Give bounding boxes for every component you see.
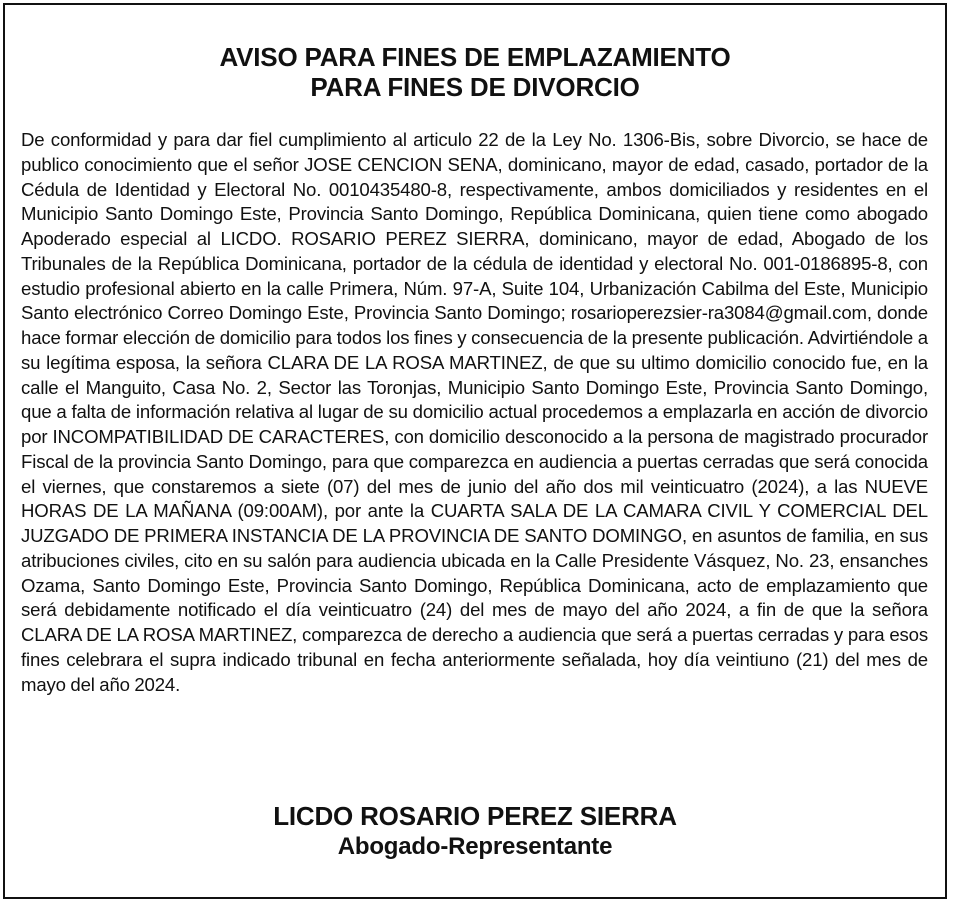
signer-role: Abogado-Representante [337, 833, 613, 860]
notice-title-line-2: PARA FINES DE DIVORCIO [310, 72, 640, 102]
signer-name: LICDO ROSARIO PEREZ SIERRA [273, 801, 677, 831]
notice-title-line-1: AVISO PARA FINES DE EMPLAZAMIENTO [219, 42, 731, 72]
notice-body-paragraph: De conformidad y para dar fiel cumplimiento al articulo 22 de la Ley No. 1306-Bis, sobre Divorcio, se hace de publico conocimiento que el señor JOSE CENCION SENA, dominicano, mayor de edad, casado, portador de la Cédula de Identidad y Electoral No. 0010435480-8, respectivamente, ambos domiciliados y residentes en el Municipio Santo Domingo Este, Provincia Santo Domingo, República Dominicana, quien tiene como abogado Apoderado especial al LICDO. ROSARIO PEREZ SIERRA, dominicano, mayor de edad, Abogado de los Tribunales de la República Dominicana, portador de la cédula de identidad y electoral No. 001-0186895-8, con estudio profesional abierto en la calle Primera, Núm. 97-A, Suite 104, Urbanización Cabilma del Este, Municipio Santo electrónico Correo Domingo Este, Provincia Santo Domingo; rosarioperezsier-ra3084@gmail.com, donde hace formar elección de domicilio para todos los fines y consecuencia de la presente publicación. Advirtiéndole a su legítima esposa, la señora CLARA DE LA ROSA MARTINEZ, de que su ultimo domicilio conocido fue, en la calle el Manguito, Casa No. 2, Sector las Toronjas, Municipio Santo Domingo Este, Provincia Santo Domingo, que a falta de información relativa al lugar de su domicilio actual procedemos a emplazarla en acción de divorcio por INCOMPATIBILIDAD DE CARACTERES, con domicilio desconocido a la persona de magistrado procurador Fiscal de la provincia Santo Domingo, para que comparezca en audiencia a puertas cerradas que será conocida el viernes, que constaremos a siete (07) del mes de junio del año dos mil veinticuatro (2024), a las NUEVE HORAS DE LA MAÑANA (09:00AM), por ante la CUARTA SALA DE LA CAMARA CIVIL Y COMERCIAL DEL JUZGADO DE PRIMERA INSTANCIA DE LA PROVINCIA DE SANTO DOMINGO, en asuntos de familia, en sus atribuciones civiles, cito en su salón para audiencia ubicada en la Calle Presidente Vásquez, No. 23, ensanches Ozama, Santo Domingo Este, Provincia Santo Domingo, República Dominicana, acto de emplazamiento que será debidamente notificado el día veinticuatro (24) del mes de mayo del año 2024, a fin de que la señora CLARA DE LA ROSA MARTINEZ, comparezca de derecho a audiencia que será a puertas cerradas y para esos fines celebrara el supra indicado tribunal en fecha anteriormente señalada, hoy día veintiuno (21) del mes de mayo del año 2024. [21, 129, 928, 695]
legal-notice-box [3, 3, 947, 899]
